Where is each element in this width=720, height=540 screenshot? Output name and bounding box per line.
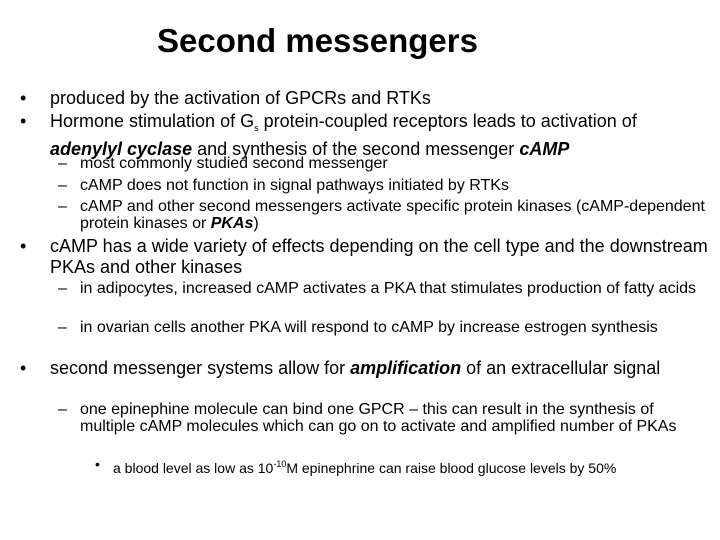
sub-bullet-text: in ovarian cells another PKA will respond to cAMP by increase estrogen synthesis <box>80 319 658 336</box>
sub-bullet-text: one epinephine molecule can bind one GPCR – this can result in the synthesis of multiple cAMP molecules which can go on to activate and amplified number of PKAs <box>80 401 677 435</box>
bullet-marker: • <box>20 236 27 256</box>
sub-bullet-text: cAMP does not function in signal pathways initiated by RTKs <box>80 177 509 194</box>
bullet-amplification <box>20 358 710 379</box>
dash-marker: – <box>58 155 67 172</box>
dash-marker: – <box>58 319 67 336</box>
dash-marker: – <box>58 177 67 194</box>
sub-bullet-text: cAMP and other second messengers activate specific protein kinases (cAMP-dependent protein kinases or PKAs) <box>80 198 705 232</box>
bullet-marker: • <box>20 358 27 378</box>
bullet-text: Hormone stimulation of $G_s$ protein-coupled receptors leads to activation of adenylyl cyclase and synthesis of the second messenger cAMP <box>50 111 637 159</box>
sub-bullet-most-studied <box>58 155 708 172</box>
dash-marker: – <box>58 401 67 418</box>
sub-bullet-text: in adipocytes, increased cAMP activates a PKA that stimulates production of fatty acids <box>80 280 697 297</box>
sub-bullet-rtk <box>58 177 708 194</box>
bullet-marker: • <box>20 111 27 131</box>
bullet-marker: • <box>20 88 27 108</box>
bullet-effects <box>20 236 710 278</box>
sub-bullet-text: most commonly studied second messenger <box>80 155 388 172</box>
sub-bullet-ovarian <box>58 319 708 336</box>
sub-bullet-pka <box>58 198 708 232</box>
bullet-activation <box>20 88 710 109</box>
dash-marker: – <box>58 198 67 215</box>
bullet-marker: • <box>95 456 100 472</box>
slide-title: Second messengers <box>157 22 478 59</box>
bullet-hormone-stimulation <box>20 111 710 160</box>
bullet-text: cAMP has a wide variety of effects depending on the cell type and the downstream PKAs and other kinases <box>50 236 708 277</box>
sub-sub-bullet-text: a blood level as low as $10^{-10}M$ epinephrine can raise blood glucose levels by 50% <box>113 459 617 476</box>
bullet-text: second messenger systems allow for amplification of an extracellular signal <box>50 358 661 378</box>
bullet-text: produced by the activation of GPCRs and RTKs <box>50 88 431 108</box>
sub-bullet-adipocytes <box>58 280 708 297</box>
sub-sub-bullet-blood-level <box>95 456 705 476</box>
sub-bullet-epinephrine <box>58 401 708 435</box>
dash-marker: – <box>58 280 67 297</box>
